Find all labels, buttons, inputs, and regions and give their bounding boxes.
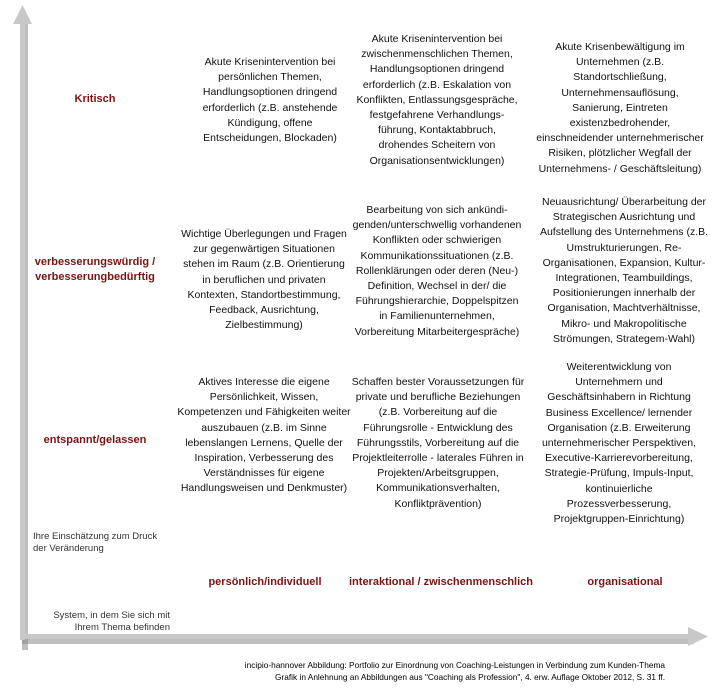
cell-entspannt-persoenlich: Aktives Interesse die eigene Persönlichkeit, Wissen, Kompetenzen und Fähigkeiten weiter auszubauen (z.B. im Sinne lebenslangen Lernens, Quelle der Inspiration, Verbesserung des Verständnisses für eigene Handlungsweisen und Denkmuster) [177, 376, 351, 495]
cell-entspannt-organisational: Weiterentwicklung von Unternehmern und Geschäftsinhabern in Richtung Business Excellence/ lernender Organisation (z.B. Erweiterung unternehmerischer Perspektiven, Executive-Karrierevorbereitung, Strategie-Prüfung, Impuls-Input, kontinuierliche Prozessverbesserung, Projektgruppen-Einrichtung) [541, 361, 697, 526]
x-axis-line [20, 634, 692, 639]
row-label-kritisch: Kritisch [74, 93, 116, 105]
col-label-organisational: organisational [587, 576, 663, 588]
cell-verbesserung-persoenlich: Wichtige Überlegungen und Fragen zur gegenwärtigen Situationen stehen im Raum (z.B. Orientierung in beruflichen und privaten Kontexten, Standortbestimmung, Feedback, Ausrichtung, Zielbestimmung) [181, 228, 347, 332]
row-label-entspannt: entspannt/gelassen [43, 434, 147, 446]
row-label-verbesserung: verbesserungswürdig / verbesserungbedürftig [34, 256, 156, 283]
cell-verbesserung-organisational: Neuausrichtung/ Überarbeitung der Strategischen Ausrichtung und Aufstellung des Unternehmens (z.B. Umstrukturierungen, Re-Organisationen, Expansion, Kultur-Integrationen, Teambuildings, Positionierungen innerhalb der Organisation, Machtverhältnisse, Mikro- und Makropolitische Strömungen, Strategem-Wahl) [539, 196, 709, 345]
col-label-interaktional: interaktional / zwischenmenschlich [349, 576, 533, 588]
cell-kritisch-persoenlich: Akute Krisenintervention bei persönlichen Themen, Handlungsoptionen dringend erforderlich (z.B. anstehende Kündigung, offene Entscheidungen, Blockaden) [202, 56, 338, 145]
cell-kritisch-organisational: Akute Krisenbewältigung im Unternehmen (z.B. Standortschließung, Unternehmensauflösung, Sanierung, Eintreten existenzbedrohender, einschneidender unternehmerischer Risiken, plötzlicher Wegfall der Unternehmens- / Geschäftsleitung) [536, 41, 704, 175]
y-axis-line [20, 20, 25, 640]
x-axis-title: System, in dem Sie sich mit Ihrem Thema befinden [53, 610, 170, 633]
caption-line-2: Grafik in Anlehnung an Abbildungen aus "Coaching als Profession", 4. erw. Auflage Oktober 2012, S. 31 ff. [275, 672, 665, 682]
cell-verbesserung-interaktional: Bearbeitung von sich ankündi-genden/unterschwellig vorhandenen Konflikten oder schwierigen Kommunikationssituationen (z.B. Rollenklärungen oder deren (Neu-) Definition, Wechsel in der/ die Führungshierarchie, Doppelspitzen in Familienunternehmen, Vorbereitung Mitarbeitergespräche) [352, 204, 522, 338]
cell-kritisch-interaktional: Akute Krisenintervention bei zwischenmenschlichen Themen, Handlungsoptionen dringend erforderlich (z.B. Eskalation von Konflikten, Entlassungsgespräche, festgefahrene Verhandlungs-führung, Kontaktabbruch, drohendes Scheitern von Organisationsentwicklungen) [356, 33, 518, 167]
caption-line-1: incipio-hannover Abbildung: Portfolio zur Einordnung von Coaching-Leistungen in Verbindung zum Kunden-Thema [244, 660, 665, 670]
cell-entspannt-interaktional: Schaffen bester Voraussetzungen für private und berufliche Beziehungen (z.B. Vorbereitung auf die Führungsrolle - Entwicklung des Führungsstils, Vorbereitung auf die Projektleiterrolle - laterales Führen in Projekten/Arbeitsgruppen, Kommunikationsverhalten, Konfliktprävention) [351, 376, 525, 510]
col-label-persoenlich: persönlich/individuell [208, 576, 322, 588]
y-axis-title: Ihre Einschätzung zum Druck der Veränderung [33, 531, 158, 554]
y-axis-arrowhead [13, 5, 32, 24]
x-axis-arrowhead [688, 627, 708, 646]
